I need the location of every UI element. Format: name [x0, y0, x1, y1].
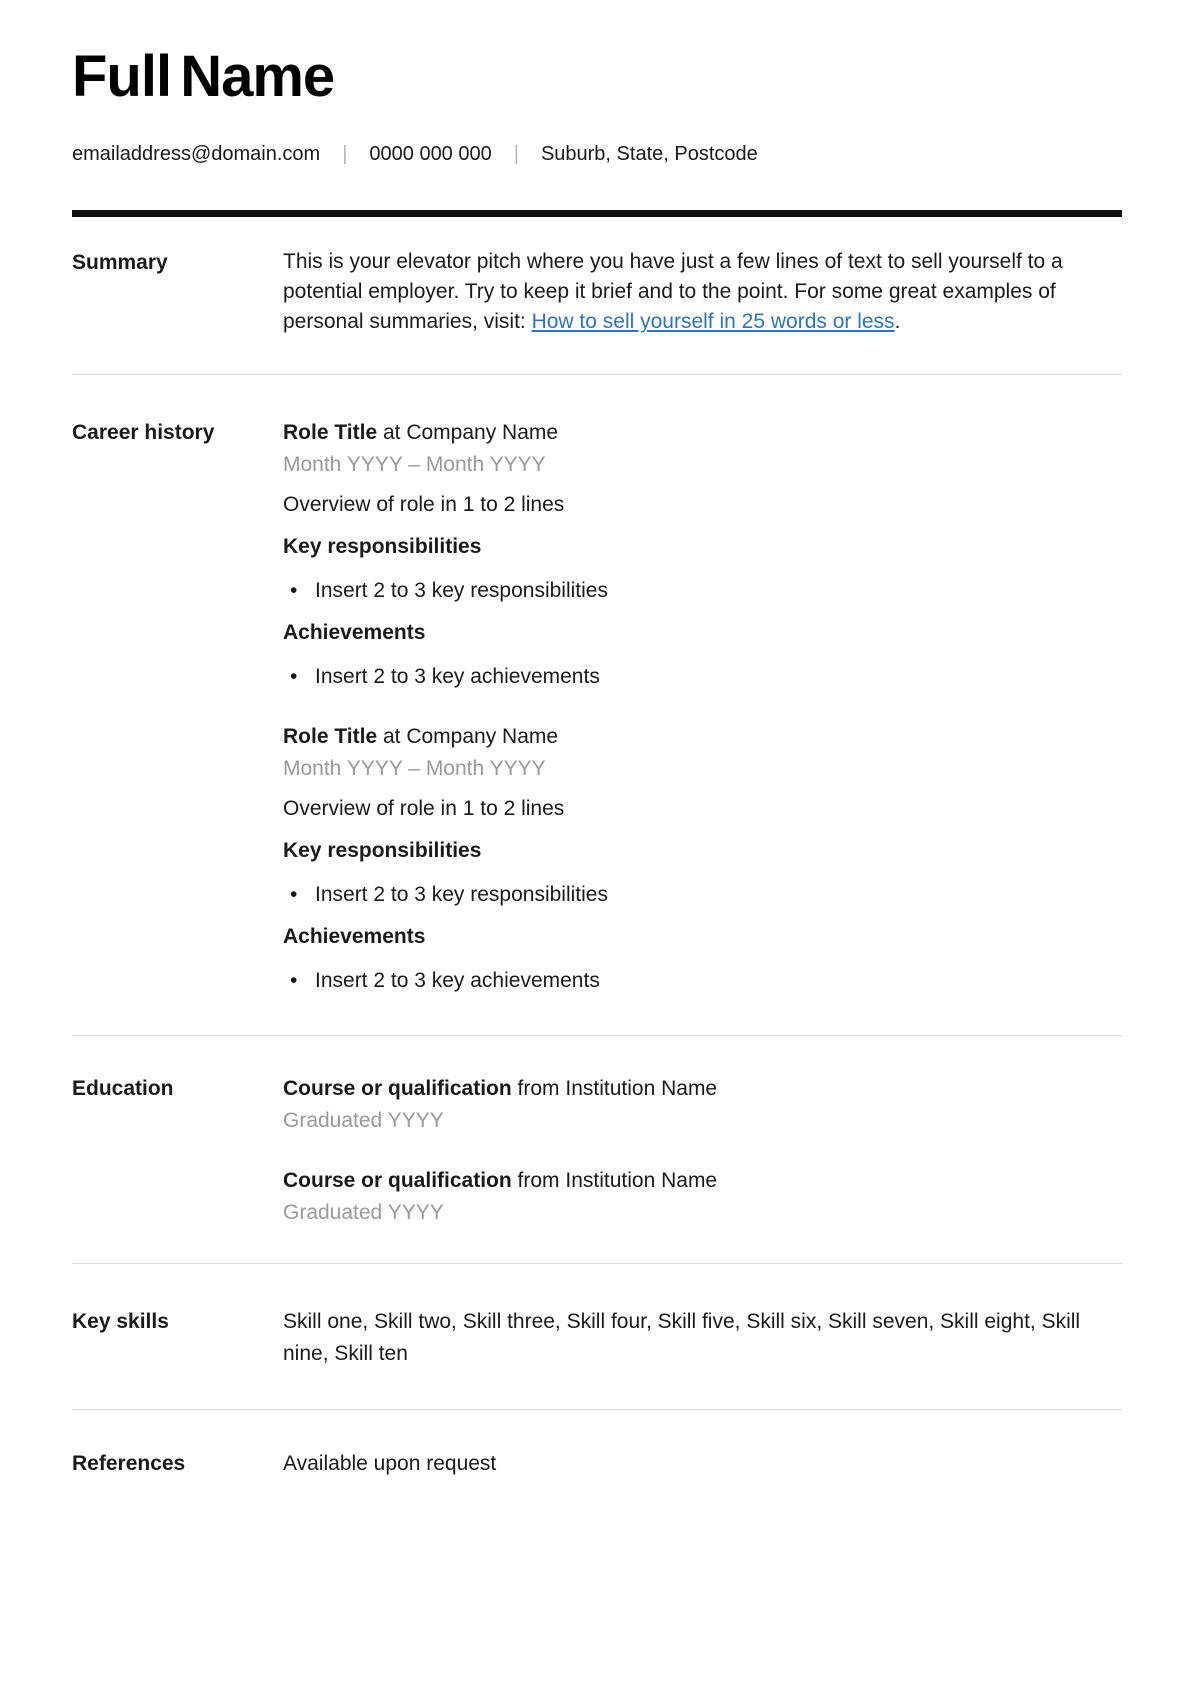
list-item — [283, 575, 1122, 607]
career-content — [283, 417, 1122, 997]
role-overview: Overview of role in 1 to 2 lines — [283, 797, 565, 820]
role-achievements-heading: Achievements — [283, 925, 426, 948]
role-title-line — [283, 417, 1122, 449]
role-title: Role Title — [283, 725, 378, 748]
role-connector: at — [377, 725, 407, 748]
role-responsibilities-heading: Key responsibilities — [283, 535, 482, 558]
section-career-history — [72, 375, 1122, 1035]
list-item-text: Insert 2 to 3 key responsibilities — [315, 883, 608, 906]
resume-header — [72, 0, 1122, 166]
role-company: Company Name — [406, 421, 559, 444]
list-item-text: Insert 2 to 3 key responsibilities — [315, 579, 608, 602]
list-item-text: Insert 2 to 3 key achievements — [315, 969, 600, 992]
education-graduated: Graduated YYYY — [283, 1201, 444, 1224]
section-label-key-skills: Key skills — [72, 1310, 169, 1333]
education-institution: Institution Name — [565, 1077, 718, 1100]
list-item — [283, 879, 1122, 911]
education-course: Course or qualification — [283, 1169, 512, 1192]
list-item — [283, 965, 1122, 997]
references-text: Available upon request — [283, 1452, 497, 1475]
education-course: Course or qualification — [283, 1077, 512, 1100]
summary-content — [283, 247, 1122, 337]
contact-location: Suburb, State, Postcode — [540, 143, 758, 165]
section-label-references: References — [72, 1452, 186, 1475]
career-role-entry — [283, 417, 1122, 693]
education-title-line — [283, 1165, 1122, 1197]
education-institution: Institution Name — [565, 1169, 718, 1192]
bullet-icon: • — [290, 665, 298, 688]
summary-link[interactable]: How to sell yourself in 25 words or less — [531, 310, 895, 333]
role-overview: Overview of role in 1 to 2 lines — [283, 493, 565, 516]
education-entry — [283, 1165, 1122, 1229]
section-key-skills — [72, 1264, 1122, 1409]
role-dates: Month YYYY – Month YYYY — [283, 757, 546, 780]
role-title: Role Title — [283, 421, 378, 444]
education-title-line — [283, 1073, 1122, 1105]
section-label-education: Education — [72, 1077, 174, 1100]
education-entry — [283, 1073, 1122, 1137]
section-summary — [72, 217, 1122, 374]
bullet-icon: • — [290, 969, 298, 992]
contact-phone: 0000 000 000 — [369, 143, 492, 165]
contact-email: emailaddress@domain.com — [72, 143, 321, 165]
skills-list-text: Skill one, Skill two, Skill three, Skill four, Skill five, Skill six, Skill seven, Skill eight, Skill nine, Skill ten — [283, 1310, 1081, 1365]
list-item — [283, 661, 1122, 693]
education-content — [283, 1073, 1122, 1229]
role-connector: at — [377, 421, 407, 444]
bullet-icon: • — [290, 579, 298, 602]
summary-text-before: This is your elevator pitch where you have just a few lines of text to sell yourself to a potential employer. Try to keep it brief and to the point. For some great examples of personal summaries, visit: — [283, 250, 1063, 333]
role-responsibilities-heading: Key responsibilities — [283, 839, 482, 862]
section-references — [72, 1410, 1122, 1480]
contact-separator: | — [342, 143, 348, 165]
section-label-career-history: Career history — [72, 421, 215, 444]
role-company: Company Name — [406, 725, 559, 748]
contact-separator: | — [513, 143, 519, 165]
list-item-text: Insert 2 to 3 key achievements — [315, 665, 600, 688]
role-achievements-heading: Achievements — [283, 621, 426, 644]
education-graduated: Graduated YYYY — [283, 1109, 444, 1132]
section-label-summary: Summary — [72, 251, 168, 274]
bullet-icon: • — [290, 883, 298, 906]
role-title-line — [283, 721, 1122, 753]
skills-content — [283, 1306, 1122, 1370]
header-rule — [72, 210, 1122, 217]
education-connector: from — [511, 1077, 566, 1100]
summary-text-after: . — [894, 310, 901, 333]
references-content — [283, 1448, 1122, 1480]
contact-row — [72, 142, 1122, 166]
full-name-heading: Full Name — [72, 44, 335, 109]
role-dates: Month YYYY – Month YYYY — [283, 453, 546, 476]
section-education — [72, 1036, 1122, 1263]
education-connector: from — [511, 1169, 566, 1192]
summary-paragraph — [283, 247, 1122, 337]
career-role-entry — [283, 721, 1122, 997]
